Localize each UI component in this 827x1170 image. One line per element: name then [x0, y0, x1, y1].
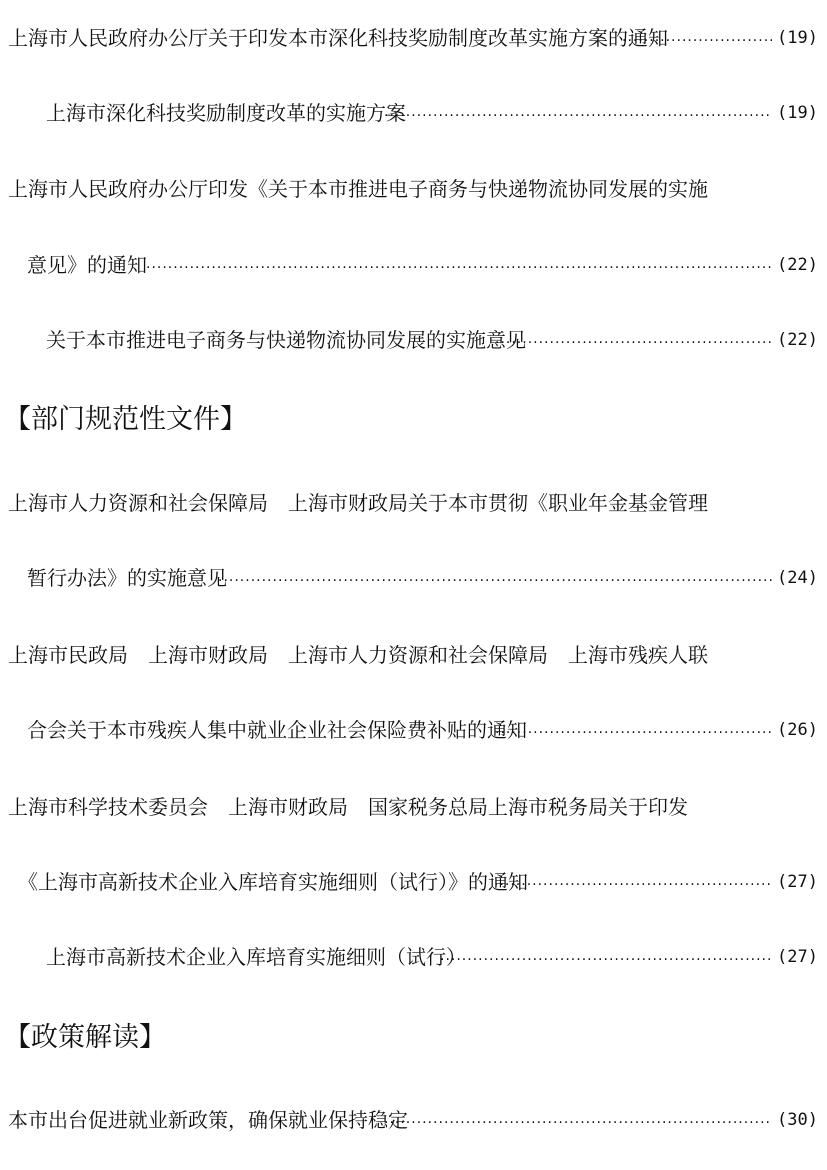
- toc-entry-title: 上海市民政局 上海市财政局 上海市人力资源和社会保障局 上海市残疾人联: [8, 643, 708, 667]
- toc-leader-dots: [494, 867, 772, 897]
- toc-entry[interactable]: [0, 98, 818, 128]
- toc-entry[interactable]: [0, 1105, 818, 1135]
- toc-leader-dots: [495, 325, 772, 355]
- toc-entry-title: 关于本市推进电子商务与快递物流协同发展的实施意见: [46, 328, 526, 352]
- toc-entry-title: 上海市高新技术企业入库培育实施细则（试行）: [46, 945, 466, 969]
- toc-entry[interactable]: [0, 174, 818, 204]
- toc-entry-title: 意见》的通知: [27, 253, 147, 277]
- toc-entry-title: 上海市深化科技奖励制度改革的实施方案: [46, 101, 406, 125]
- toc-page-number: (26): [777, 720, 818, 740]
- toc-entry-title: 暂行办法》的实施意见: [27, 566, 227, 590]
- toc-page-number: (27): [777, 947, 818, 967]
- toc-entry-title: 合会关于本市残疾人集中就业企业社会保险费补贴的通知: [27, 718, 527, 742]
- toc-page-number: (22): [777, 330, 818, 350]
- section-heading: 【部门规范性文件】: [4, 404, 247, 435]
- toc-page-number: (19): [777, 103, 818, 123]
- toc-entry[interactable]: [0, 792, 818, 822]
- toc-entry[interactable]: [0, 563, 818, 593]
- toc-entry[interactable]: [0, 942, 818, 972]
- toc-leader-dots: [495, 715, 772, 745]
- toc-page-number: (19): [777, 28, 818, 48]
- toc-entry[interactable]: [0, 640, 818, 670]
- toc-entry-title: 上海市人民政府办公厅印发《关于本市推进电子商务与快递物流协同发展的实施: [8, 177, 708, 201]
- toc-leader-dots: [440, 942, 772, 972]
- toc-leader-dots: [622, 23, 772, 53]
- toc-page-number: (30): [777, 1110, 818, 1130]
- toc-entry-title: 上海市科学技术委员会 上海市财政局 国家税务总局上海市税务局关于印发: [8, 795, 688, 819]
- toc-page-number: (24): [777, 568, 818, 588]
- toc-entry[interactable]: [0, 867, 818, 897]
- toc-entry[interactable]: [0, 250, 818, 280]
- toc-page-number: (22): [777, 255, 818, 275]
- toc-leader-dots: [146, 250, 772, 280]
- toc-page-number: (27): [777, 872, 818, 892]
- toc-entry-title: 本市出台促进就业新政策，确保就业保持稳定: [8, 1108, 408, 1132]
- toc-leader-dots: [218, 563, 772, 593]
- toc-entry-title: 上海市人民政府办公厅关于印发本市深化科技奖励制度改革实施方案的通知: [8, 26, 668, 50]
- toc-entry[interactable]: [0, 715, 818, 745]
- toc-entry[interactable]: [0, 23, 818, 53]
- toc-entry[interactable]: [0, 325, 818, 355]
- section-heading: 【政策解读】: [4, 1022, 166, 1053]
- toc-entry[interactable]: [0, 488, 818, 518]
- toc-leader-dots: [384, 98, 772, 128]
- toc-leader-dots: [384, 1105, 772, 1135]
- toc-entry-title: 上海市人力资源和社会保障局 上海市财政局关于本市贯彻《职业年金基金管理: [8, 491, 708, 515]
- toc-entry-title: 《上海市高新技术企业入库培育实施细则（试行）》的通知: [18, 870, 528, 894]
